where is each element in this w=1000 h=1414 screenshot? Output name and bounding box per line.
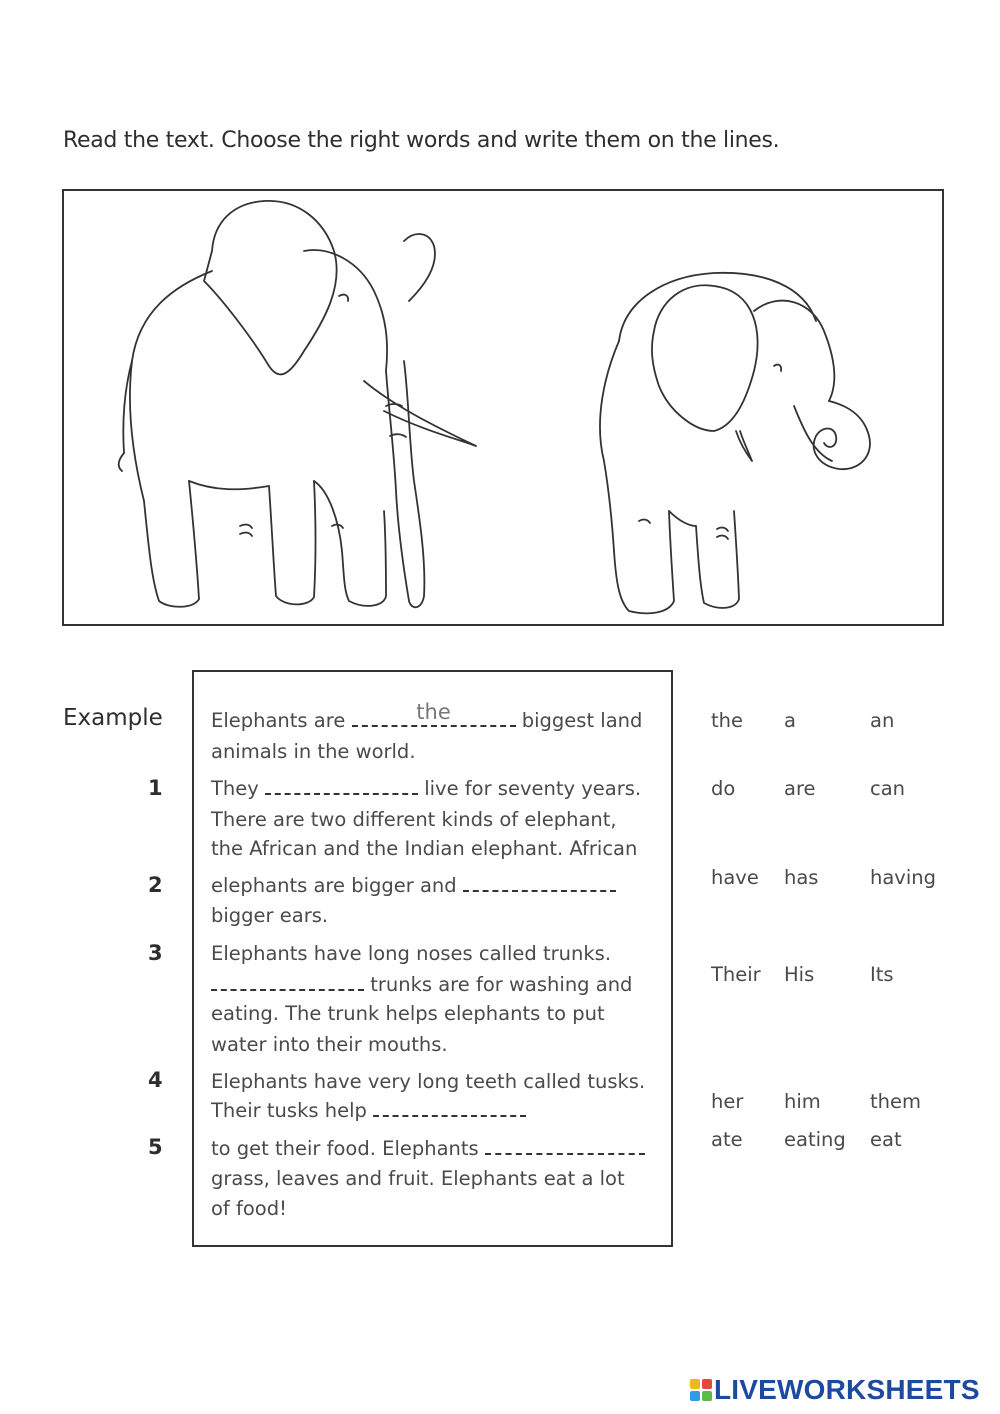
question-1-line-1 [211, 774, 641, 804]
liveworksheets-logo-text: LIVEWORKSHEETS [714, 1374, 980, 1405]
question-1-text-a: They [211, 777, 259, 800]
question-3-number: 3 [148, 941, 163, 965]
option-q5-1[interactable]: ate [711, 1128, 743, 1151]
question-5-text-a: to get their food. Elephants [211, 1137, 479, 1160]
african-elephant-drawing [119, 201, 476, 607]
question-2-answer-blank[interactable] [463, 872, 616, 892]
option-q5-2[interactable]: eating [784, 1128, 846, 1151]
elephant-illustration-frame [62, 189, 944, 626]
question-3-line-4: water into their mouths. [211, 1033, 448, 1056]
option-q5-3[interactable]: eat [870, 1128, 902, 1151]
example-line-1 [211, 700, 643, 736]
option-q4-3[interactable]: them [870, 1090, 921, 1113]
question-3-line-3: eating. The trunk helps elephants to put [211, 1002, 605, 1025]
example-answer-blank[interactable] [352, 700, 516, 727]
instruction-text: Read the text. Choose the right words and write them on the lines. [63, 128, 780, 153]
example-text-b: biggest land [521, 709, 643, 732]
question-2-line-2: bigger ears. [211, 904, 329, 927]
question-1-line-2: There are two different kinds of elephant, [211, 808, 617, 831]
question-5-line-3: of food! [211, 1197, 287, 1220]
question-5-answer-blank[interactable] [485, 1135, 645, 1155]
question-3-text-b: trunks are for washing and [370, 973, 633, 996]
option-q2-3[interactable]: having [870, 866, 937, 889]
elephant-illustration [64, 191, 946, 628]
question-3-line-2 [211, 970, 632, 1000]
question-1-line-3: the African and the Indian elephant. African [211, 837, 638, 860]
option-q3-2[interactable]: His [784, 963, 815, 986]
question-5-number: 5 [148, 1135, 163, 1159]
question-4-line-1: Elephants have very long teeth called tusks. [211, 1070, 646, 1093]
question-4-number: 4 [148, 1068, 163, 1092]
option-example-3[interactable]: an [870, 709, 895, 732]
option-q4-1[interactable]: her [711, 1090, 744, 1113]
question-1-text-b: live for seventy years. [424, 777, 642, 800]
question-1-number: 1 [148, 776, 163, 800]
option-q1-3[interactable]: can [870, 777, 906, 800]
question-4-answer-blank[interactable] [373, 1097, 526, 1117]
option-example-2[interactable]: a [784, 709, 796, 732]
liveworksheets-logo[interactable] [690, 1374, 980, 1406]
question-5-line-1 [211, 1134, 645, 1164]
question-3-answer-blank[interactable] [211, 971, 364, 991]
question-2-number: 2 [148, 873, 163, 897]
option-q3-1[interactable]: Their [711, 963, 761, 986]
question-3-line-1: Elephants have long noses called trunks. [211, 942, 612, 965]
question-2-line-1 [211, 871, 616, 901]
question-1-answer-blank[interactable] [265, 775, 418, 795]
option-q3-3[interactable]: Its [870, 963, 894, 986]
question-4-line-2 [211, 1096, 526, 1126]
question-2-text-a: elephants are bigger and [211, 874, 457, 897]
option-q1-2[interactable]: are [784, 777, 816, 800]
example-line-2: animals in the world. [211, 740, 416, 763]
liveworksheets-logo-icon [690, 1379, 712, 1401]
option-example-1[interactable]: the [711, 709, 744, 732]
option-q2-1[interactable]: have [711, 866, 759, 889]
example-label: Example [63, 705, 163, 731]
example-answer: the [416, 700, 451, 724]
question-4-text-b: Their tusks help [211, 1099, 367, 1122]
option-q2-2[interactable]: has [784, 866, 819, 889]
option-q4-2[interactable]: him [784, 1090, 821, 1113]
indian-elephant-drawing [600, 273, 870, 613]
option-q1-1[interactable]: do [711, 777, 736, 800]
question-5-line-2: grass, leaves and fruit. Elephants eat a lot [211, 1167, 625, 1190]
example-text-a: Elephants are [211, 709, 346, 732]
